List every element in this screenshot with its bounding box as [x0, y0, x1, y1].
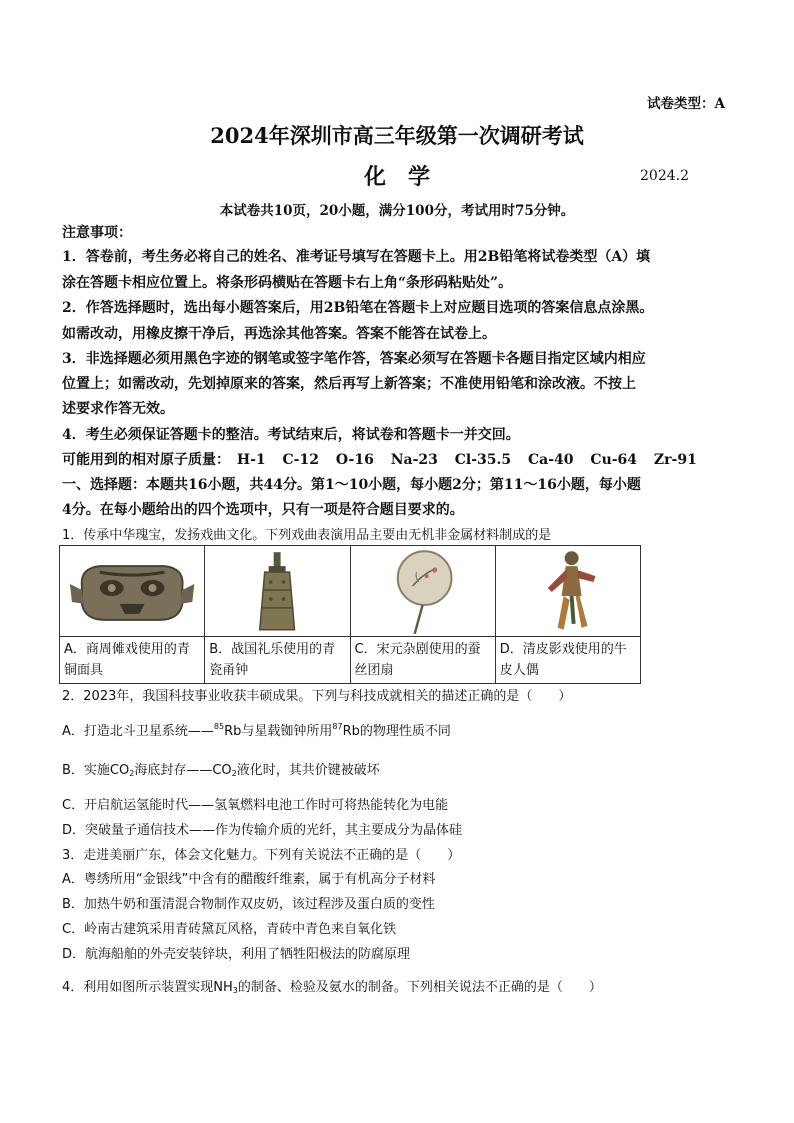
q2-stem: 2．2023年，我国科技事业收获丰硕成果。下列与科技成就相关的描述正确的是（ ）	[62, 689, 572, 704]
q1-option-c-line-1: C．宋元杂剧使用的蚕	[354, 642, 481, 657]
q4-stem	[62, 976, 602, 995]
subscript: 2	[231, 769, 237, 778]
atomic-mass-item: H-1	[236, 452, 266, 468]
q3-option-b[interactable]: B．加热牛奶和蛋清混合物制作双皮奶，该过程涉及蛋白质的变性	[62, 897, 435, 912]
q3-option-c[interactable]: C．岭南古建筑采用青砖黛瓦风格，青砖中青色来自氧化铁	[62, 922, 397, 937]
atomic-mass-line	[62, 449, 697, 469]
exam-date: 2024.2	[640, 168, 689, 184]
notice-item-4: 4．考生必须保证答题卡的整洁。考试结束后，将试卷和答题卡一并交回。	[62, 427, 520, 443]
section-1-line-2: 4分。在每小题给出的四个选项中，只有一项是符合题目要求的。	[62, 502, 464, 518]
notice-item-1-line-2: 涂在答题卡相应位置上。将条形码横贴在答题卡右上角“条形码粘贴处”。	[62, 275, 513, 291]
q2-option-b[interactable]	[62, 759, 380, 778]
shadow-puppet-image	[496, 546, 640, 636]
notice-item-2-line-1: 2．作答选择题时，选出每小题答案后，用2B铅笔在答题卡上对应题目选项的答案信息点涂黑。	[62, 300, 654, 316]
q2-option-b-pre: B．实施CO	[62, 763, 130, 778]
q1-option-a-line-2: 铜面具	[64, 663, 104, 678]
q1-option-d-line-2: 皮人偶	[499, 663, 539, 678]
q2-option-b-mid: 海底封存——CO	[134, 763, 232, 778]
silk-fan-image	[351, 546, 495, 636]
q2-option-a-mid: Rb与星载铷钟所用	[224, 724, 333, 739]
q1-option-b-line-2: 瓷甬钟	[209, 663, 249, 678]
atomic-mass-item: Cl-35.5	[454, 452, 512, 468]
q1-option-a[interactable]	[60, 637, 205, 684]
q3-option-d[interactable]: D．航海船舶的外壳安装锌块，利用了牺牲阳极法的防腐原理	[62, 947, 411, 962]
isotope-mass-87: 87	[332, 722, 343, 731]
atomic-mass-item: Zr-91	[653, 452, 697, 468]
notice-item-1-line-1: 1．答卷前，考生务必将自己的姓名、准考证号填写在答题卡上。用2B铅笔将试卷类型（A）填	[62, 249, 651, 265]
notice-item-3-line-2: 位置上；如需改动，先划掉原来的答案，然后再写上新答案；不准使用铅笔和涂改液。不按上	[62, 376, 636, 392]
q4-stem-post: 的制备、检验及氨水的制备。下列相关说法不正确的是（ ）	[237, 980, 602, 995]
atomic-mass-item: O-16	[335, 452, 374, 468]
subscript: 3	[232, 986, 238, 995]
q1-option-a-image-cell	[60, 546, 205, 637]
q1-option-d-image-cell	[495, 546, 640, 637]
exam-title: 2024年深圳市高三年级第一次调研考试	[210, 123, 584, 148]
notice-item-2-line-2: 如需改动，用橡皮擦干净后，再选涂其他答案。答案不能答在试卷上。	[62, 326, 496, 342]
q1-option-c-line-2: 丝团扇	[354, 663, 394, 678]
notice-item-3-line-3: 述要求作答无效。	[62, 401, 174, 417]
bronze-mask-image	[60, 546, 204, 636]
notice-item-3-line-1: 3．非选择题必须用黑色字迹的钢笔或签字笔作答，答案必须写在答题卡各题目指定区域内相应	[62, 351, 646, 367]
atomic-mass-item: Na-23	[390, 452, 438, 468]
atomic-mass-item: Cu-64	[590, 452, 638, 468]
q1-option-b-line-1: B．战国礼乐使用的青	[209, 642, 336, 657]
isotope-mass-85: 85	[213, 722, 225, 731]
q1-stem: 1．传承中华瑰宝，发扬戏曲文化。下列戏曲表演用品主要由无机非金属材料制成的是	[62, 528, 552, 543]
q2-option-b-post: 液化时，其共价键被破坏	[236, 763, 380, 778]
q1-option-b-image-cell	[205, 546, 350, 637]
atomic-mass-label: 可能用到的相对原子质量：	[62, 452, 230, 468]
q3-option-a[interactable]: A．粤绣所用“金银线”中含有的醋酸纤维素，属于有机高分子材料	[62, 872, 436, 887]
atomic-mass-item: Ca-40	[528, 452, 574, 468]
exam-intro: 本试卷共10页，20小题，满分100分，考试用时75分钟。	[219, 203, 575, 219]
subscript: 2	[129, 769, 135, 778]
q2-option-d[interactable]: D．突破量子通信技术——作为传输介质的光纤，其主要成分为晶体硅	[62, 823, 463, 838]
q1-options-table	[59, 545, 641, 684]
q1-option-b[interactable]	[205, 637, 350, 684]
paper-type-label: 试卷类型：A	[647, 96, 725, 112]
q1-option-c[interactable]	[350, 637, 495, 684]
notice-heading: 注意事项：	[62, 225, 132, 241]
q1-option-a-line-1: A．商周傩戏使用的青	[64, 642, 190, 657]
q1-option-d-line-1: D．清皮影戏使用的牛	[499, 642, 627, 657]
q3-stem: 3．走进美丽广东，体会文化魅力。下列有关说法不正确的是（ ）	[62, 848, 461, 863]
q2-option-a-pre: A．打造北斗卫星系统——	[62, 724, 214, 739]
q2-option-c[interactable]: C．开启航运氢能时代——氢氧燃料电池工作时可将热能转化为电能	[62, 798, 449, 813]
q2-option-a-post: Rb的物理性质不同	[342, 724, 451, 739]
porcelain-bell-image	[205, 546, 349, 636]
q2-option-a[interactable]	[62, 720, 451, 739]
q1-option-c-image-cell	[350, 546, 495, 637]
atomic-mass-item: C-12	[282, 452, 319, 468]
q4-stem-pre: 4．利用如图所示装置实现NH	[62, 980, 233, 995]
subject-title: 化 学	[363, 164, 430, 190]
section-1-line-1: 一、选择题：本题共16小题，共44分。第1～10小题，每小题2分；第11～16小题，每小题	[62, 477, 641, 493]
q1-option-d[interactable]	[495, 637, 640, 684]
